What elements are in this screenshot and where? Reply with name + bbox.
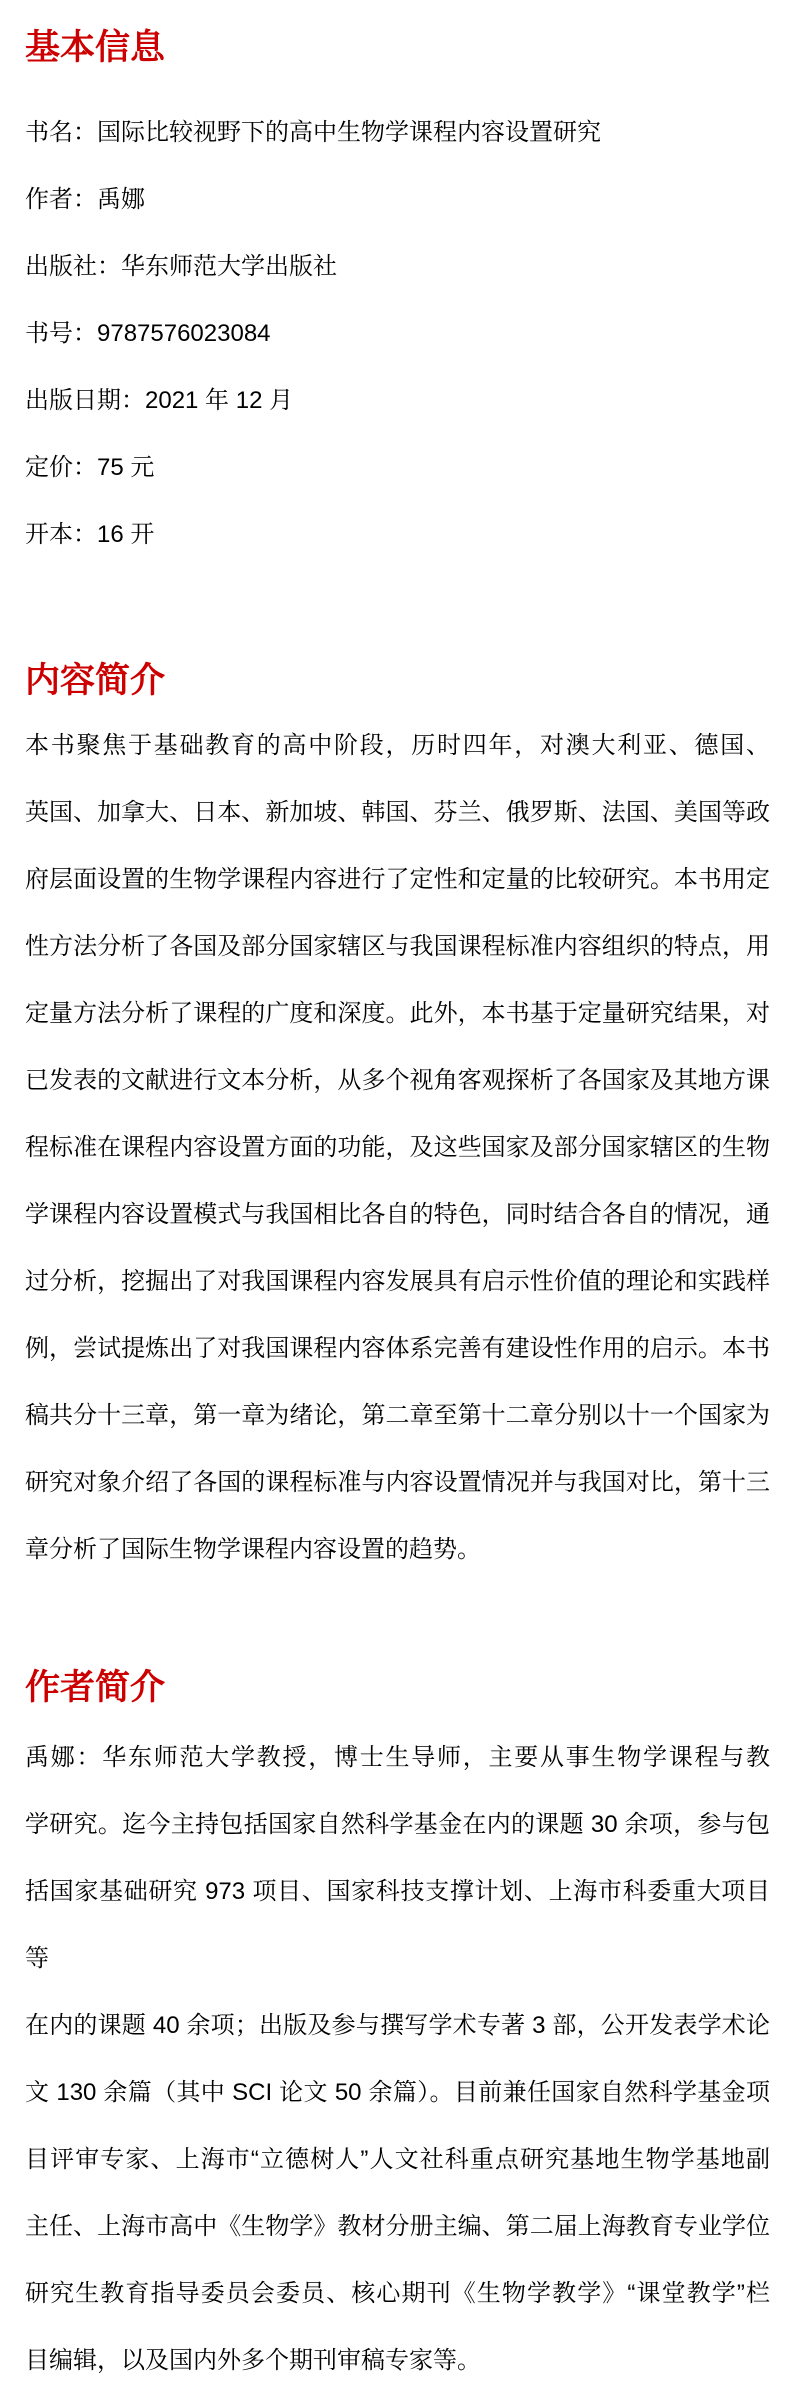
field-row bbox=[25, 300, 770, 367]
paragraph-line: 目编辑，以及国内外多个期刊审稿专家等。 bbox=[25, 2347, 481, 2374]
field-value: 16 开 bbox=[97, 521, 155, 548]
section-title-author-intro: 作者简介 bbox=[25, 1668, 166, 1707]
field-value: 华东师范大学出版社 bbox=[121, 253, 337, 280]
paragraph-line: 定量方法分析了课程的广度和深度。此外，本书基于定量研究结果，对 bbox=[25, 1000, 770, 1027]
field-label: 作者： bbox=[25, 186, 97, 213]
field-row bbox=[25, 367, 770, 434]
paragraph-line: 研究对象介绍了各国的课程标准与内容设置情况并与我国对比，第十三 bbox=[25, 1469, 770, 1496]
field-row bbox=[25, 501, 770, 568]
paragraph-line: 禹娜：华东师范大学教授，博士生导师，主要从事生物学课程与教 bbox=[25, 1744, 770, 1771]
paragraph-line: 文 130 余篇（其中 SCI 论文 50 余篇）。目前兼任国家自然科学基金项 bbox=[25, 2079, 770, 2106]
paragraph-line: 府层面设置的生物学课程内容进行了定性和定量的比较研究。本书用定 bbox=[25, 866, 770, 893]
paragraph-line: 主任、上海市高中《生物学》教材分册主编、第二届上海教育专业学位 bbox=[25, 2213, 770, 2240]
field-value: 禹娜 bbox=[97, 186, 145, 213]
paragraph-line: 程标准在课程内容设置方面的功能，及这些国家及部分国家辖区的生物 bbox=[25, 1134, 770, 1161]
field-row bbox=[25, 166, 770, 233]
field-row bbox=[25, 434, 770, 501]
paragraph-line: 过分析，挖掘出了对我国课程内容发展具有启示性价值的理论和实践样 bbox=[25, 1268, 770, 1295]
field-row bbox=[25, 233, 770, 300]
section-basic-info bbox=[25, 26, 770, 568]
field-label: 出版社： bbox=[25, 253, 121, 280]
paragraph-line: 括国家基础研究 973 项目、国家科技支撑计划、上海市科委重大项目等 bbox=[25, 1878, 770, 1972]
field-label: 出版日期： bbox=[25, 387, 145, 414]
paragraph-line: 目评审专家、上海市“立德树人”人文社科重点研究基地生物学基地副 bbox=[25, 2146, 770, 2173]
author-intro-paragraph bbox=[25, 1724, 770, 2394]
field-value: 9787576023084 bbox=[97, 320, 271, 347]
paragraph-line: 稿共分十三章，第一章为绪论，第二章至第十二章分别以十一个国家为 bbox=[25, 1402, 770, 1429]
field-label: 书名： bbox=[25, 119, 97, 146]
field-value: 75 元 bbox=[97, 454, 155, 481]
paragraph-line: 本书聚焦于基础教育的高中阶段，历时四年，对澳大利亚、德国、 bbox=[25, 732, 770, 759]
paragraph-line: 英国、加拿大、日本、新加坡、韩国、芬兰、俄罗斯、法国、美国等政 bbox=[25, 799, 770, 826]
field-label: 定价： bbox=[25, 454, 97, 481]
field-row bbox=[25, 99, 770, 166]
content-intro-paragraph bbox=[25, 712, 770, 1583]
paragraph-line: 研究生教育指导委员会委员、核心期刊《生物学教学》“课堂教学”栏 bbox=[25, 2280, 770, 2307]
paragraph-line: 例，尝试提炼出了对我国课程内容体系完善有建设性作用的启示。本书 bbox=[25, 1335, 770, 1362]
paragraph-line: 已发表的文献进行文本分析，从多个视角客观探析了各国家及其地方课 bbox=[25, 1067, 770, 1094]
paragraph-line: 性方法分析了各国及部分国家辖区与我国课程标准内容组织的特点，用 bbox=[25, 933, 770, 960]
section-title-basic-info: 基本信息 bbox=[25, 28, 166, 67]
basic-info-field-list bbox=[25, 99, 770, 568]
section-content-intro bbox=[25, 659, 770, 1583]
field-label: 开本： bbox=[25, 521, 97, 548]
paragraph-line: 学研究。迄今主持包括国家自然科学基金在内的课题 30 余项，参与包 bbox=[25, 1811, 770, 1838]
section-title-content-intro: 内容简介 bbox=[25, 661, 166, 700]
field-label: 书号： bbox=[25, 320, 97, 347]
paragraph-line: 章分析了国际生物学课程内容设置的趋势。 bbox=[25, 1536, 481, 1563]
paragraph-line: 学课程内容设置模式与我国相比各自的特色，同时结合各自的情况，通 bbox=[25, 1201, 770, 1228]
field-value: 国际比较视野下的高中生物学课程内容设置研究 bbox=[97, 119, 601, 146]
field-value: 2021 年 12 月 bbox=[145, 387, 294, 414]
section-author-intro bbox=[25, 1666, 770, 2394]
paragraph-line: 在内的课题 40 余项；出版及参与撰写学术专著 3 部，公开发表学术论 bbox=[25, 2012, 770, 2039]
